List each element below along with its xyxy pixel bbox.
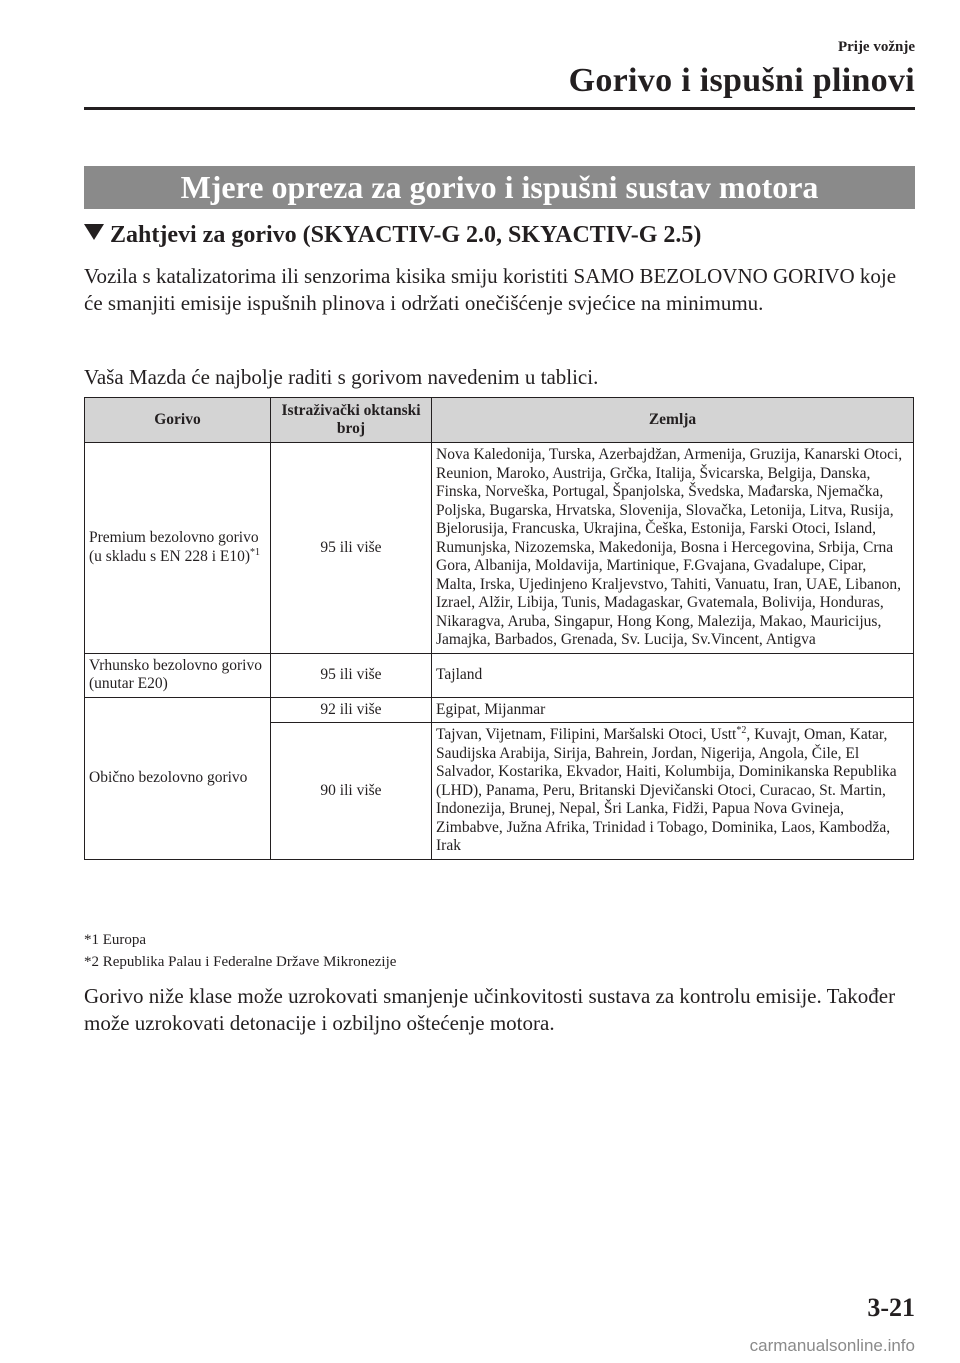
country-cell: Nova Kaledonija, Turska, Azerbajdžan, Armenija, Gruzija, Kanarski Otoci, Reunion, Maroko, Austrija, Grčka, Italija, Švicarska, Belgija, Danska, Finska, Norveška, Portugal, Španjolska, Švedska, Mađarska, Njemačka, Poljska, Bugarska, Hrvatska, Slovenija, Slovačka, Letonija, Litva, Rusija, Bjelorusija, Francuska, Ukrajina, Češka, Estonija, Farski Otoci, Island, Rumunjska, Nizozemska, Makedonija, Bosna i Hercegovina, Srbija, Crna Gora, Albanija, Moldavija, Martinique, F.Gvajana, Gvadalupe, Cipar, Malta, Irska, Ujedinjeno Kraljevstvo, Tahiti, Vanuatu, Iran, UAE, Libanon, Izrael, Alžir, Libija, Tunis, Madagaskar, Gvatemala, Bolivija, Honduras, Nikaragva, Aruba, Singapur, Hong Kong, Malezija, Makao, Mauricijus, Jamajka, Barbados, Grenada, Sv. Lucija, Sv.Vincent, Antigva: [432, 443, 914, 654]
fuel-cell: Obično bezolovno gorivo: [85, 697, 271, 859]
country-cell: [432, 723, 914, 860]
header-country: Zemlja: [432, 398, 914, 443]
table-row: [85, 443, 914, 654]
footnote-ref: *1: [250, 546, 261, 558]
country-cell: Tajland: [432, 653, 914, 697]
table-intro-paragraph: Vaša Mazda će najbolje raditi s gorivom navedenim u tablici.: [84, 365, 599, 389]
fuel-cell: Vrhunsko bezolovno gorivo (unutar E20): [85, 653, 271, 697]
fuel-cell: [85, 443, 271, 654]
fuel-table: [84, 397, 914, 860]
section-banner: Mjere opreza za gorivo i ispušni sustav motora: [84, 166, 915, 209]
country-text: , Kuvajt, Oman, Katar, Saudijska Arabija, Sirija, Bahrein, Jordan, Nigerija, Angola, Čile, El Salvador, Kostarika, Ekvador, Haiti, Kolumbija, Dominikanska Republika (LHD), Panama, Peru, Britanski Djevičanski Otoci, Curacao, St. Martin, Indonezija, Brunej, Nepal, Šri Lanka, Fidži, Papua Nova Gvineja, Zimbabve, Južna Afrika, Trinidad i Tobago, Dominika, Laos, Kambodža, Irak: [436, 726, 897, 854]
intro-paragraph: Vozila s katalizatorima ili senzorima kisika smiju koristiti SAMO BEZOLOVNO GORIVO koje će smanjiti emisije ispušnih plinova i održati onečišćenje svjećice na minimumu.: [84, 264, 897, 315]
octane-cell: 95 ili više: [271, 443, 432, 654]
country-text: Tajvan, Vijetnam, Filipini, Maršalski Otoci, Ustt: [436, 726, 737, 743]
footnote: *1 Europa: [84, 932, 147, 948]
warning-paragraph: Gorivo niže klase može uzrokovati smanjenje učinkovitosti sustava za kontrolu emisije. Također može uzrokovati detonacije i ozbiljno oštećenje motora.: [84, 984, 896, 1035]
footnote-ref: *2: [736, 724, 747, 736]
header-divider: [84, 107, 915, 110]
header-fuel: Gorivo: [85, 398, 271, 443]
country-cell: Egipat, Mijanmar: [432, 697, 914, 723]
table-header-row: [85, 398, 914, 443]
table-row: [85, 697, 914, 723]
triangle-bullet-icon: [84, 224, 104, 240]
footnote: *2 Republika Palau i Federalne Države Mikronezije: [84, 954, 397, 970]
fuel-name: Premium bezolovno gorivo (u skladu s EN 228 i E10): [89, 529, 259, 565]
header-octane: Istraživački oktanski broj: [271, 398, 432, 443]
page-title: Gorivo i ispušni plinovi: [568, 62, 915, 99]
octane-cell: 90 ili više: [271, 723, 432, 860]
table-row: [85, 653, 914, 697]
subsection-heading: [84, 222, 701, 249]
chapter-label: Prije vožnje: [837, 39, 915, 55]
octane-cell: 92 ili više: [271, 697, 432, 723]
octane-cell: 95 ili više: [271, 653, 432, 697]
watermark[interactable]: carmanualsonline.info: [749, 1336, 915, 1355]
subsection-title: Zahtjevi za gorivo (SKYACTIV-G 2.0, SKYACTIV-G 2.5): [110, 222, 702, 248]
page-number: 3-21: [867, 1293, 915, 1322]
